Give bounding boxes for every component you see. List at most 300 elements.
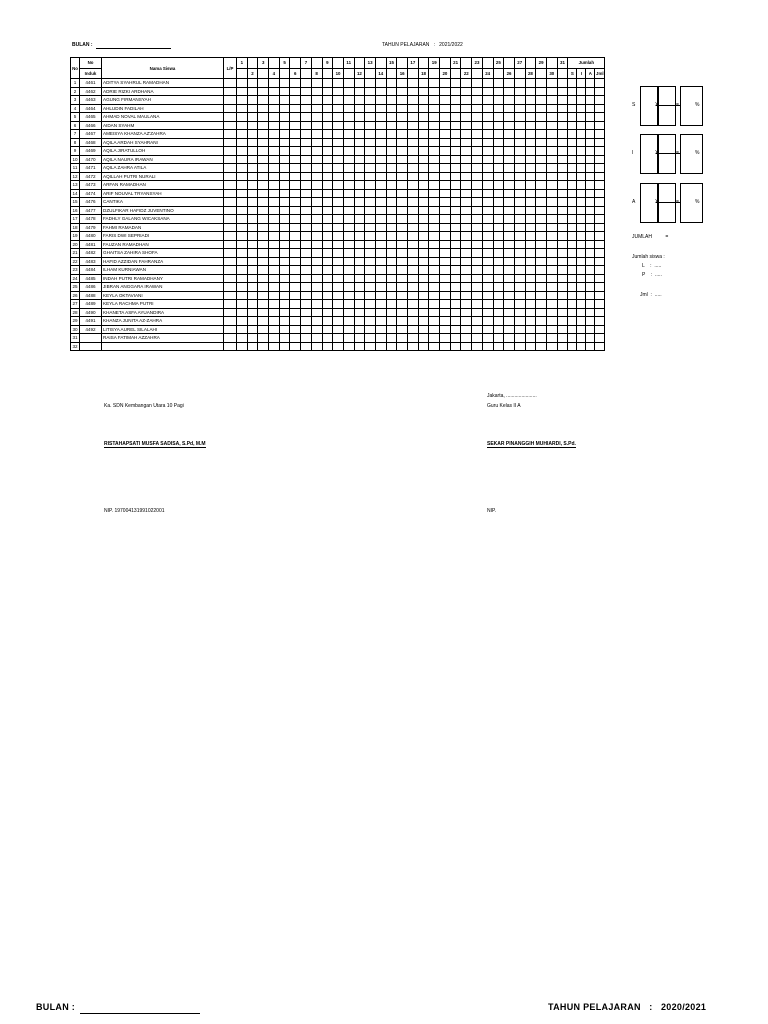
attendance-cell[interactable]	[301, 189, 312, 198]
attendance-cell[interactable]	[386, 181, 397, 190]
attendance-cell[interactable]	[386, 215, 397, 224]
attendance-cell[interactable]	[290, 121, 301, 130]
attendance-cell[interactable]	[247, 121, 258, 130]
attendance-cell[interactable]	[386, 198, 397, 207]
attendance-cell[interactable]	[354, 283, 365, 292]
attendance-cell[interactable]	[440, 172, 451, 181]
attendance-cell[interactable]	[301, 138, 312, 147]
attendance-cell[interactable]	[343, 130, 354, 139]
attendance-cell[interactable]	[493, 113, 504, 122]
attendance-cell[interactable]	[354, 342, 365, 351]
attendance-cell[interactable]	[440, 215, 451, 224]
attendance-cell[interactable]	[365, 266, 376, 275]
attendance-cell[interactable]	[504, 274, 515, 283]
attendance-cell[interactable]	[375, 266, 386, 275]
attendance-cell[interactable]	[472, 257, 483, 266]
attendance-cell[interactable]	[322, 257, 333, 266]
attendance-cell[interactable]	[461, 325, 472, 334]
attendance-cell[interactable]	[504, 300, 515, 309]
attendance-cell[interactable]	[247, 96, 258, 105]
attendance-cell[interactable]	[546, 291, 557, 300]
attendance-cell[interactable]	[343, 283, 354, 292]
attendance-cell[interactable]	[546, 79, 557, 88]
attendance-cell[interactable]	[354, 113, 365, 122]
attendance-cell[interactable]	[418, 181, 429, 190]
attendance-cell[interactable]	[375, 181, 386, 190]
attendance-cell[interactable]	[418, 104, 429, 113]
attendance-cell[interactable]	[450, 266, 461, 275]
attendance-cell[interactable]	[279, 147, 290, 156]
attendance-cell[interactable]	[504, 172, 515, 181]
attendance-cell[interactable]	[525, 96, 536, 105]
attendance-cell[interactable]	[536, 342, 547, 351]
attendance-cell[interactable]	[290, 104, 301, 113]
attendance-cell[interactable]	[290, 138, 301, 147]
attendance-cell[interactable]	[546, 155, 557, 164]
attendance-cell[interactable]	[482, 257, 493, 266]
attendance-cell[interactable]	[557, 172, 568, 181]
attendance-cell[interactable]	[365, 257, 376, 266]
attendance-cell[interactable]	[461, 249, 472, 258]
attendance-cell[interactable]	[504, 147, 515, 156]
attendance-cell[interactable]	[482, 198, 493, 207]
attendance-cell[interactable]	[472, 308, 483, 317]
attendance-cell[interactable]	[247, 283, 258, 292]
attendance-cell[interactable]	[408, 325, 419, 334]
attendance-cell[interactable]	[354, 206, 365, 215]
attendance-cell[interactable]	[301, 300, 312, 309]
attendance-cell[interactable]	[397, 164, 408, 173]
attendance-cell[interactable]	[279, 130, 290, 139]
attendance-cell[interactable]	[311, 130, 322, 139]
attendance-cell[interactable]	[408, 334, 419, 343]
attendance-cell[interactable]	[354, 87, 365, 96]
attendance-cell[interactable]	[290, 147, 301, 156]
attendance-cell[interactable]	[557, 257, 568, 266]
attendance-cell[interactable]	[258, 300, 269, 309]
attendance-cell[interactable]	[279, 104, 290, 113]
attendance-cell[interactable]	[536, 291, 547, 300]
attendance-cell[interactable]	[333, 249, 344, 258]
attendance-cell[interactable]	[365, 198, 376, 207]
attendance-cell[interactable]	[258, 317, 269, 326]
attendance-cell[interactable]	[311, 79, 322, 88]
attendance-cell[interactable]	[440, 274, 451, 283]
attendance-cell[interactable]	[472, 232, 483, 241]
attendance-cell[interactable]	[536, 172, 547, 181]
attendance-cell[interactable]	[354, 96, 365, 105]
attendance-cell[interactable]	[525, 334, 536, 343]
attendance-cell[interactable]	[493, 189, 504, 198]
attendance-cell[interactable]	[311, 232, 322, 241]
attendance-cell[interactable]	[279, 164, 290, 173]
attendance-cell[interactable]	[440, 130, 451, 139]
attendance-cell[interactable]	[504, 240, 515, 249]
attendance-cell[interactable]	[440, 147, 451, 156]
attendance-cell[interactable]	[429, 113, 440, 122]
attendance-cell[interactable]	[429, 240, 440, 249]
attendance-cell[interactable]	[429, 121, 440, 130]
attendance-cell[interactable]	[258, 138, 269, 147]
attendance-cell[interactable]	[546, 325, 557, 334]
attendance-cell[interactable]	[429, 164, 440, 173]
attendance-cell[interactable]	[290, 79, 301, 88]
attendance-cell[interactable]	[546, 147, 557, 156]
attendance-cell[interactable]	[514, 249, 525, 258]
attendance-cell[interactable]	[279, 121, 290, 130]
attendance-cell[interactable]	[504, 87, 515, 96]
attendance-cell[interactable]	[247, 274, 258, 283]
attendance-cell[interactable]	[354, 257, 365, 266]
attendance-cell[interactable]	[247, 240, 258, 249]
attendance-cell[interactable]	[311, 266, 322, 275]
attendance-cell[interactable]	[386, 300, 397, 309]
attendance-cell[interactable]	[237, 266, 248, 275]
attendance-cell[interactable]	[557, 223, 568, 232]
attendance-cell[interactable]	[472, 266, 483, 275]
attendance-cell[interactable]	[525, 317, 536, 326]
attendance-cell[interactable]	[237, 198, 248, 207]
attendance-cell[interactable]	[482, 155, 493, 164]
attendance-cell[interactable]	[375, 325, 386, 334]
attendance-cell[interactable]	[386, 232, 397, 241]
attendance-cell[interactable]	[258, 79, 269, 88]
attendance-cell[interactable]	[557, 300, 568, 309]
attendance-cell[interactable]	[450, 198, 461, 207]
attendance-cell[interactable]	[546, 181, 557, 190]
attendance-cell[interactable]	[365, 130, 376, 139]
attendance-cell[interactable]	[450, 189, 461, 198]
attendance-cell[interactable]	[408, 249, 419, 258]
attendance-cell[interactable]	[343, 249, 354, 258]
attendance-cell[interactable]	[354, 274, 365, 283]
attendance-cell[interactable]	[504, 79, 515, 88]
attendance-cell[interactable]	[397, 113, 408, 122]
attendance-cell[interactable]	[429, 266, 440, 275]
attendance-cell[interactable]	[525, 164, 536, 173]
attendance-cell[interactable]	[546, 317, 557, 326]
attendance-cell[interactable]	[333, 121, 344, 130]
attendance-cell[interactable]	[375, 308, 386, 317]
attendance-cell[interactable]	[536, 283, 547, 292]
attendance-cell[interactable]	[536, 249, 547, 258]
attendance-cell[interactable]	[472, 155, 483, 164]
attendance-cell[interactable]	[408, 104, 419, 113]
attendance-cell[interactable]	[429, 334, 440, 343]
attendance-cell[interactable]	[247, 198, 258, 207]
attendance-cell[interactable]	[237, 189, 248, 198]
attendance-cell[interactable]	[461, 232, 472, 241]
attendance-cell[interactable]	[493, 172, 504, 181]
attendance-cell[interactable]	[397, 283, 408, 292]
attendance-cell[interactable]	[343, 274, 354, 283]
attendance-cell[interactable]	[429, 342, 440, 351]
attendance-cell[interactable]	[461, 300, 472, 309]
attendance-cell[interactable]	[408, 223, 419, 232]
attendance-cell[interactable]	[493, 240, 504, 249]
attendance-cell[interactable]	[343, 317, 354, 326]
attendance-cell[interactable]	[461, 130, 472, 139]
attendance-cell[interactable]	[375, 147, 386, 156]
attendance-cell[interactable]	[514, 223, 525, 232]
attendance-cell[interactable]	[301, 232, 312, 241]
attendance-cell[interactable]	[279, 181, 290, 190]
attendance-cell[interactable]	[311, 164, 322, 173]
attendance-cell[interactable]	[279, 232, 290, 241]
attendance-cell[interactable]	[279, 79, 290, 88]
attendance-cell[interactable]	[450, 130, 461, 139]
attendance-cell[interactable]	[440, 198, 451, 207]
attendance-cell[interactable]	[365, 232, 376, 241]
attendance-cell[interactable]	[237, 130, 248, 139]
attendance-cell[interactable]	[546, 87, 557, 96]
attendance-cell[interactable]	[493, 198, 504, 207]
attendance-cell[interactable]	[418, 79, 429, 88]
attendance-cell[interactable]	[375, 317, 386, 326]
attendance-cell[interactable]	[269, 198, 280, 207]
attendance-cell[interactable]	[322, 232, 333, 241]
attendance-cell[interactable]	[504, 232, 515, 241]
attendance-cell[interactable]	[472, 138, 483, 147]
attendance-cell[interactable]	[493, 181, 504, 190]
attendance-cell[interactable]	[557, 113, 568, 122]
attendance-cell[interactable]	[354, 334, 365, 343]
attendance-cell[interactable]	[279, 240, 290, 249]
attendance-cell[interactable]	[504, 113, 515, 122]
attendance-cell[interactable]	[461, 96, 472, 105]
attendance-cell[interactable]	[482, 325, 493, 334]
attendance-cell[interactable]	[247, 87, 258, 96]
attendance-cell[interactable]	[397, 138, 408, 147]
attendance-cell[interactable]	[536, 274, 547, 283]
attendance-cell[interactable]	[375, 215, 386, 224]
attendance-cell[interactable]	[482, 164, 493, 173]
attendance-cell[interactable]	[525, 325, 536, 334]
attendance-cell[interactable]	[354, 189, 365, 198]
attendance-cell[interactable]	[557, 291, 568, 300]
attendance-cell[interactable]	[322, 223, 333, 232]
attendance-cell[interactable]	[461, 87, 472, 96]
attendance-cell[interactable]	[333, 325, 344, 334]
attendance-cell[interactable]	[429, 147, 440, 156]
attendance-cell[interactable]	[514, 215, 525, 224]
attendance-cell[interactable]	[365, 308, 376, 317]
attendance-cell[interactable]	[343, 206, 354, 215]
attendance-cell[interactable]	[450, 232, 461, 241]
attendance-cell[interactable]	[557, 121, 568, 130]
attendance-cell[interactable]	[247, 300, 258, 309]
attendance-cell[interactable]	[440, 325, 451, 334]
attendance-cell[interactable]	[333, 334, 344, 343]
attendance-cell[interactable]	[279, 155, 290, 164]
attendance-cell[interactable]	[365, 223, 376, 232]
attendance-cell[interactable]	[514, 104, 525, 113]
attendance-cell[interactable]	[461, 189, 472, 198]
attendance-cell[interactable]	[461, 215, 472, 224]
attendance-cell[interactable]	[301, 274, 312, 283]
attendance-cell[interactable]	[386, 249, 397, 258]
attendance-cell[interactable]	[493, 215, 504, 224]
attendance-cell[interactable]	[429, 249, 440, 258]
attendance-cell[interactable]	[418, 138, 429, 147]
attendance-cell[interactable]	[375, 87, 386, 96]
attendance-cell[interactable]	[237, 300, 248, 309]
attendance-cell[interactable]	[269, 155, 280, 164]
attendance-cell[interactable]	[504, 215, 515, 224]
attendance-cell[interactable]	[311, 300, 322, 309]
attendance-cell[interactable]	[375, 164, 386, 173]
attendance-cell[interactable]	[557, 249, 568, 258]
attendance-cell[interactable]	[408, 266, 419, 275]
attendance-cell[interactable]	[450, 181, 461, 190]
attendance-cell[interactable]	[397, 308, 408, 317]
attendance-cell[interactable]	[301, 334, 312, 343]
attendance-cell[interactable]	[237, 79, 248, 88]
attendance-cell[interactable]	[237, 283, 248, 292]
attendance-cell[interactable]	[354, 215, 365, 224]
attendance-cell[interactable]	[418, 308, 429, 317]
attendance-cell[interactable]	[354, 300, 365, 309]
attendance-cell[interactable]	[290, 325, 301, 334]
attendance-cell[interactable]	[408, 87, 419, 96]
attendance-cell[interactable]	[269, 283, 280, 292]
attendance-cell[interactable]	[546, 249, 557, 258]
attendance-cell[interactable]	[343, 181, 354, 190]
attendance-cell[interactable]	[237, 317, 248, 326]
attendance-cell[interactable]	[408, 308, 419, 317]
attendance-cell[interactable]	[525, 274, 536, 283]
attendance-cell[interactable]	[418, 266, 429, 275]
attendance-cell[interactable]	[237, 147, 248, 156]
attendance-cell[interactable]	[237, 172, 248, 181]
attendance-cell[interactable]	[525, 87, 536, 96]
attendance-cell[interactable]	[418, 155, 429, 164]
attendance-cell[interactable]	[472, 334, 483, 343]
attendance-cell[interactable]	[290, 274, 301, 283]
attendance-cell[interactable]	[301, 240, 312, 249]
attendance-cell[interactable]	[311, 342, 322, 351]
attendance-cell[interactable]	[247, 266, 258, 275]
attendance-cell[interactable]	[408, 172, 419, 181]
attendance-cell[interactable]	[375, 104, 386, 113]
attendance-cell[interactable]	[482, 189, 493, 198]
attendance-cell[interactable]	[247, 181, 258, 190]
attendance-cell[interactable]	[322, 147, 333, 156]
attendance-cell[interactable]	[472, 342, 483, 351]
attendance-cell[interactable]	[450, 249, 461, 258]
attendance-cell[interactable]	[386, 121, 397, 130]
attendance-cell[interactable]	[504, 223, 515, 232]
attendance-cell[interactable]	[258, 189, 269, 198]
attendance-cell[interactable]	[386, 172, 397, 181]
attendance-cell[interactable]	[461, 308, 472, 317]
attendance-cell[interactable]	[269, 113, 280, 122]
attendance-cell[interactable]	[504, 206, 515, 215]
attendance-cell[interactable]	[290, 181, 301, 190]
attendance-cell[interactable]	[322, 172, 333, 181]
attendance-cell[interactable]	[525, 257, 536, 266]
attendance-cell[interactable]	[269, 257, 280, 266]
attendance-cell[interactable]	[482, 104, 493, 113]
attendance-cell[interactable]	[514, 266, 525, 275]
attendance-cell[interactable]	[365, 121, 376, 130]
attendance-cell[interactable]	[525, 300, 536, 309]
attendance-cell[interactable]	[375, 189, 386, 198]
attendance-cell[interactable]	[322, 249, 333, 258]
attendance-cell[interactable]	[258, 172, 269, 181]
attendance-cell[interactable]	[461, 155, 472, 164]
attendance-cell[interactable]	[343, 325, 354, 334]
attendance-cell[interactable]	[429, 257, 440, 266]
attendance-cell[interactable]	[557, 342, 568, 351]
attendance-cell[interactable]	[311, 96, 322, 105]
attendance-cell[interactable]	[301, 215, 312, 224]
attendance-cell[interactable]	[258, 104, 269, 113]
attendance-cell[interactable]	[269, 215, 280, 224]
attendance-cell[interactable]	[290, 334, 301, 343]
attendance-cell[interactable]	[514, 308, 525, 317]
attendance-cell[interactable]	[258, 257, 269, 266]
attendance-cell[interactable]	[375, 113, 386, 122]
attendance-cell[interactable]	[311, 155, 322, 164]
attendance-cell[interactable]	[322, 138, 333, 147]
attendance-cell[interactable]	[397, 249, 408, 258]
attendance-cell[interactable]	[557, 283, 568, 292]
attendance-cell[interactable]	[269, 300, 280, 309]
attendance-cell[interactable]	[461, 317, 472, 326]
attendance-cell[interactable]	[536, 334, 547, 343]
attendance-cell[interactable]	[365, 317, 376, 326]
attendance-cell[interactable]	[461, 104, 472, 113]
attendance-cell[interactable]	[333, 223, 344, 232]
attendance-cell[interactable]	[247, 308, 258, 317]
attendance-cell[interactable]	[375, 96, 386, 105]
attendance-cell[interactable]	[557, 215, 568, 224]
attendance-cell[interactable]	[269, 121, 280, 130]
attendance-cell[interactable]	[279, 317, 290, 326]
attendance-cell[interactable]	[322, 121, 333, 130]
attendance-cell[interactable]	[493, 147, 504, 156]
attendance-cell[interactable]	[440, 342, 451, 351]
attendance-cell[interactable]	[237, 181, 248, 190]
attendance-cell[interactable]	[290, 240, 301, 249]
attendance-cell[interactable]	[408, 164, 419, 173]
attendance-cell[interactable]	[461, 198, 472, 207]
attendance-cell[interactable]	[279, 291, 290, 300]
attendance-cell[interactable]	[429, 325, 440, 334]
attendance-cell[interactable]	[461, 164, 472, 173]
attendance-cell[interactable]	[514, 172, 525, 181]
attendance-cell[interactable]	[279, 257, 290, 266]
attendance-cell[interactable]	[301, 113, 312, 122]
attendance-cell[interactable]	[536, 121, 547, 130]
attendance-cell[interactable]	[311, 181, 322, 190]
attendance-cell[interactable]	[397, 317, 408, 326]
attendance-cell[interactable]	[247, 206, 258, 215]
attendance-cell[interactable]	[440, 138, 451, 147]
attendance-cell[interactable]	[418, 223, 429, 232]
attendance-cell[interactable]	[504, 181, 515, 190]
attendance-cell[interactable]	[258, 232, 269, 241]
attendance-cell[interactable]	[504, 130, 515, 139]
attendance-cell[interactable]	[333, 274, 344, 283]
attendance-cell[interactable]	[397, 79, 408, 88]
attendance-cell[interactable]	[557, 79, 568, 88]
attendance-cell[interactable]	[493, 155, 504, 164]
attendance-cell[interactable]	[536, 181, 547, 190]
attendance-cell[interactable]	[322, 164, 333, 173]
attendance-cell[interactable]	[514, 300, 525, 309]
